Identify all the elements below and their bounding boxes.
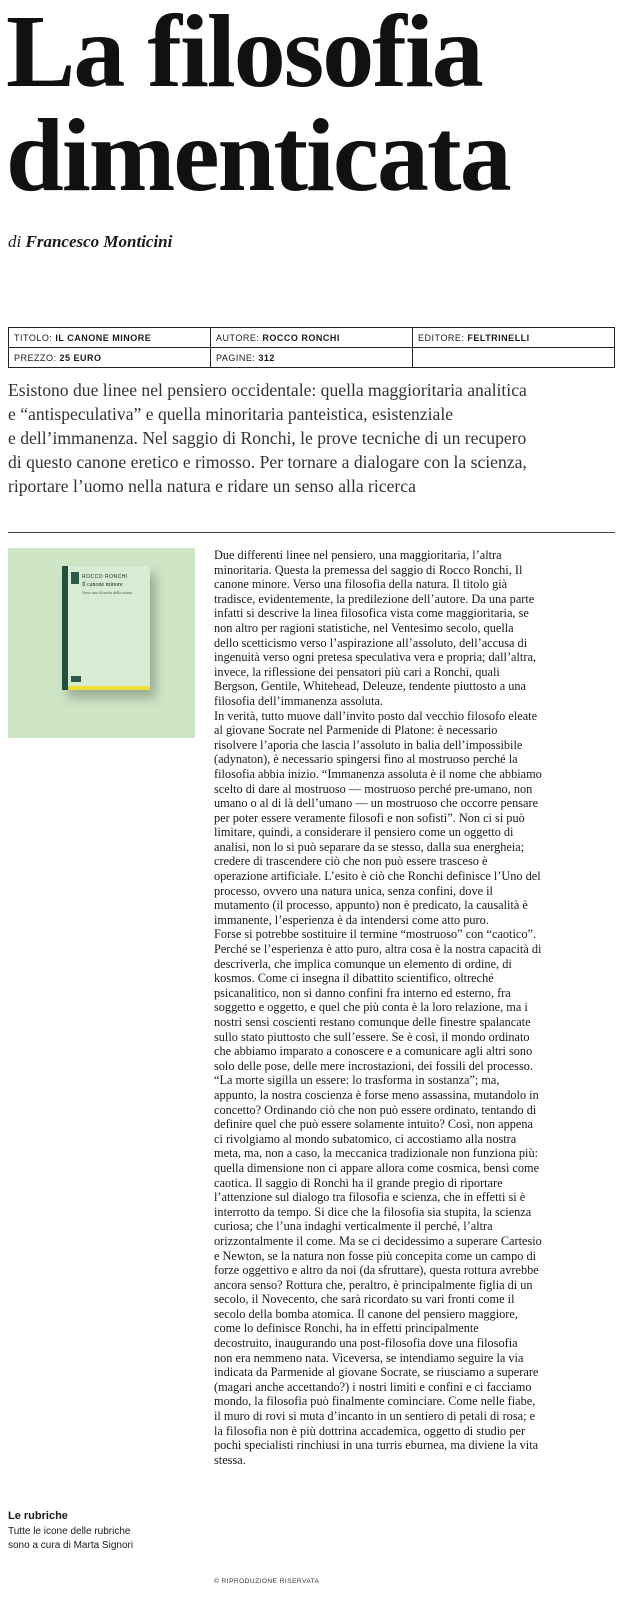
lead-line: riportare l’uomo nella natura e ridare un senso alla ricerca	[8, 476, 416, 496]
pagine-label: PAGINE:	[216, 352, 256, 363]
rubriche-line: Tutte le icone delle rubriche	[8, 1526, 131, 1537]
body-line: dello scetticismo verso l’aspirazione all’assoluto, dell’accusa di	[214, 635, 528, 650]
body-line: che abbiamo imparato a conoscere e a comunicare agli altri sono	[214, 1044, 533, 1059]
body-line: forze oggettivo e altro da noi (da sfruttare), questa rottura avrebbe	[214, 1263, 539, 1278]
prezzo-label: PREZZO:	[14, 352, 57, 363]
body-line: risolvere l’aporia che lascia l’assoluto in balia dell’impossibile	[214, 737, 523, 752]
info-pagine	[211, 348, 413, 368]
body-line: la filosofia non è più dottrina accademica, oggetto di studio per	[214, 1423, 526, 1438]
book-cover	[62, 566, 150, 690]
publisher-mark-icon	[71, 676, 81, 682]
copyright-notice: © RIPRODUZIONE RISERVATA	[214, 1578, 320, 1585]
body-line: ci rivolgiamo al mondo subatomico, ci accostiamo alla nostra	[214, 1131, 517, 1146]
body-line: orizzontalmente il come. Ma se ci decidessimo a superare Cartesio	[214, 1233, 542, 1248]
body-line: nostri sensi coscienti restano comunque delle finestre spalancate	[214, 1015, 531, 1029]
body-line: immanente, l’esperienza è da intendersi come atto puro.	[214, 912, 489, 927]
body-line: kosmos. Come ci insegna il dibattito scientifico, oltreché	[214, 971, 494, 986]
body-line: credere di trascendere ciò che non può essere trasceso è	[214, 854, 488, 869]
body-line: umano o al di là dell’umano — un mostruoso che occorre pensare	[214, 796, 539, 811]
pagine-value: 312	[258, 352, 275, 363]
body-line: secolo, il Novecento, che sarà ricordato su vari fronti come il	[214, 1292, 515, 1307]
body-line: scelto di dare al mostruoso — mostruoso perché pre-umano, non	[214, 781, 533, 796]
body-line: In verità, tutto muove dall’invito posto dal vecchio filosofo eleate	[214, 708, 538, 723]
info-titolo	[9, 328, 211, 348]
titolo-label: TITOLO:	[14, 332, 53, 343]
body-line: l’attenzione sul dialogo tra filosofia e scienza, che in effetti si è	[214, 1190, 526, 1205]
byline-author: Francesco Monticini	[25, 232, 173, 251]
body-line: sullo stato piuttosto che sull’essere. Se è così, il mondo ordinato	[214, 1029, 530, 1044]
book-info-table	[8, 327, 615, 368]
body-line: stessa.	[214, 1452, 246, 1467]
info-editore	[413, 328, 615, 348]
body-line: meta, ma, non a caso, la meccanica tradizionale non funziona più:	[214, 1146, 539, 1161]
autore-label: AUTORE:	[216, 332, 260, 343]
lead-line: e dell’immanenza. Nel saggio di Ronchi, le prove tecniche di un recupero	[8, 428, 527, 448]
title-line-2: dimenticata	[6, 98, 510, 213]
rubriche-credit	[8, 1525, 198, 1553]
body-line: filosofia dell’immanenza assoluta.	[214, 693, 384, 708]
body-line: come lo definisce Ronchi, ha in effetti principalmente	[214, 1321, 479, 1336]
body-line: psicanalitico, non si danno confini fra interno ed esterno, fra	[214, 985, 511, 1000]
body-line: soggetto e oggetto, e quel che più conta è la loro relazione, ma i	[214, 1000, 528, 1015]
body-line: (adynaton), è necessario spingersi fino al mostruoso perché la	[214, 752, 518, 767]
body-line: curiosa; che l’una indaghi verticalmente il perché, l’altra	[214, 1219, 493, 1234]
body-line: infatti si descrive la linea filosofica vista come maggioritaria, se	[214, 606, 529, 621]
body-line: “La morte sigilla un essere: lo trasforma in sostanza”; ma,	[214, 1073, 500, 1088]
autore-value: ROCCO RONCHI	[262, 332, 340, 343]
body-line: Forse si potrebbe sostituire il termine “mostruoso” con “caotico”.	[214, 927, 537, 942]
body-line: ingenuità verso ogni pretesa speculativa vera e propria; dall’altra,	[214, 650, 536, 665]
body-line: caotica. Il saggio di Ronchi ha il grande pregio di riportare	[214, 1175, 503, 1190]
info-row-1	[9, 328, 615, 348]
body-line: mondo, la filosofia può finalmente cominciare. Come nelle fiabe,	[214, 1394, 536, 1409]
body-line: filosofia abbia inizio. “Immanenza assoluta è il nome che abbiamo	[214, 766, 542, 781]
body-line: definire quel che può essere solamente intuito? Così, non appena	[214, 1117, 533, 1132]
body-line: al giovane Socrate nel Parmenide di Platone: è necessario	[214, 723, 498, 738]
editore-value: FELTRINELLI	[467, 332, 530, 343]
title-line-1: La filosofia	[6, 0, 482, 109]
lead-paragraph	[8, 378, 618, 498]
body-line: decostruito, inaugurando una post-filosofia dove una filosofia	[214, 1336, 518, 1351]
body-line: non era nemmeno nata. Viceversa, se intendiamo seguire la via	[214, 1350, 524, 1365]
body-line: secolo della bomba atomica. Il canone del pensiero maggiore,	[214, 1306, 518, 1321]
body-line: solo delle pose, delle mere incrostazioni, dei fossili del processo.	[214, 1058, 533, 1073]
body-line: Bergson, Gentile, Whitehead, Deleuze, tendente piuttosto a una	[214, 679, 526, 694]
body-line: appunto, la nostra coscienza è forse meno assassina, mutandolo in	[214, 1087, 539, 1102]
body-line: invece, la riflessione dei pensatori più cari a Ronchi, quali	[214, 664, 500, 679]
body-line: Perché se l’esperienza è atto puro, altra cosa è la nostra capacità di	[214, 942, 542, 957]
body-line: il muro di rovi si muta d’incanto in un sentiero di petali di rosa; e	[214, 1409, 536, 1424]
article-title	[6, 0, 621, 213]
body-line: quella dimensione non ci appare allora come cosmica, bensì come	[214, 1160, 540, 1175]
publisher-logo-icon	[71, 572, 79, 584]
body-line: mutamento (il processo, appunto) non è predicato, la causalità è	[214, 898, 528, 913]
body-line: limitare, quindi, a considerare il pensiero come un oggetto di	[214, 825, 514, 840]
byline	[8, 232, 172, 252]
body-line: per poter essere veramente filosofi e non sofisti”. Non ci si può	[214, 810, 525, 825]
titolo-value: IL CANONE MINORE	[55, 332, 152, 343]
body-line: pochi specialisti rinchiusi in una turris eburnea, ma diviene la vita	[214, 1438, 539, 1453]
body-line: interrotto da tempo. Si dice che la filosofia sia stupita, la scienza	[214, 1204, 532, 1219]
info-prezzo	[9, 348, 211, 368]
body-line: operazione artificiale. L’esito è ciò che Ronchi definisce l’Uno del	[214, 869, 541, 884]
body-line: analisi, non lo si può separare da se stesso, dalla sua energheia;	[214, 839, 525, 854]
body-line: tradisce, evidentemente, la predilezione dell’autore. Da una parte	[214, 591, 535, 606]
editore-label: EDITORE:	[418, 332, 465, 343]
section-divider	[8, 532, 615, 533]
lead-line: di questo canone eretico e rimosso. Per tornare a dialogare con la scienza,	[8, 452, 527, 472]
info-autore	[211, 328, 413, 348]
info-row-2	[9, 348, 615, 368]
book-cover-image	[8, 548, 195, 738]
article-body	[214, 548, 619, 1467]
prezzo-value: 25 EURO	[59, 352, 102, 363]
body-line: (magari anche accettando?) i nostri limiti e confini e ci facciamo	[214, 1379, 532, 1394]
body-line: Due differenti linee nel pensiero, una maggioritaria, l’altra	[214, 548, 502, 562]
cover-subtitle: Verso una filosofia della natura	[82, 590, 132, 595]
rubriche-line: sono a cura di Marta Signori	[8, 1540, 134, 1551]
body-line: minoritaria. Questa la premessa del saggio di Rocco Ronchi, Il	[214, 562, 523, 577]
lead-line: Esistono due linee nel pensiero occidentale: quella maggioritaria analitica	[8, 380, 527, 400]
cover-author: ROCCO RONCHI	[82, 574, 128, 580]
cover-yellow-band	[68, 686, 150, 690]
body-line: e Newton, se la natura non fosse più concepita come un campo di	[214, 1248, 537, 1263]
cover-title: Il canone minore	[82, 582, 123, 588]
body-line: processo, ovvero una natura unica, senza confini, dove il	[214, 883, 493, 898]
body-line: non altro per ragioni statistiche, nel Ventesimo secolo, quella	[214, 620, 514, 635]
body-line: descriverla, che implica comunque un elemento di ordine, di	[214, 956, 512, 971]
body-line: canone minore. Verso una filosofia della natura. Il titolo già	[214, 577, 508, 592]
byline-prefix: di	[8, 232, 22, 251]
info-empty-cell	[413, 348, 615, 368]
lead-line: e “antispeculativa” e quella minoritaria panteistica, esistenziale	[8, 404, 454, 424]
rubriche-title: Le rubriche	[8, 1510, 68, 1522]
body-line: concetto? Ordinando ciò che non può essere ordinato, tentando di	[214, 1102, 537, 1117]
body-line: indicata da Parmenide al giovane Socrate, se riusciamo a superare	[214, 1365, 539, 1380]
body-line: ancora senso? Rottura che, peraltro, è principalmente figlia di un	[214, 1277, 533, 1292]
book-spine	[62, 566, 68, 690]
